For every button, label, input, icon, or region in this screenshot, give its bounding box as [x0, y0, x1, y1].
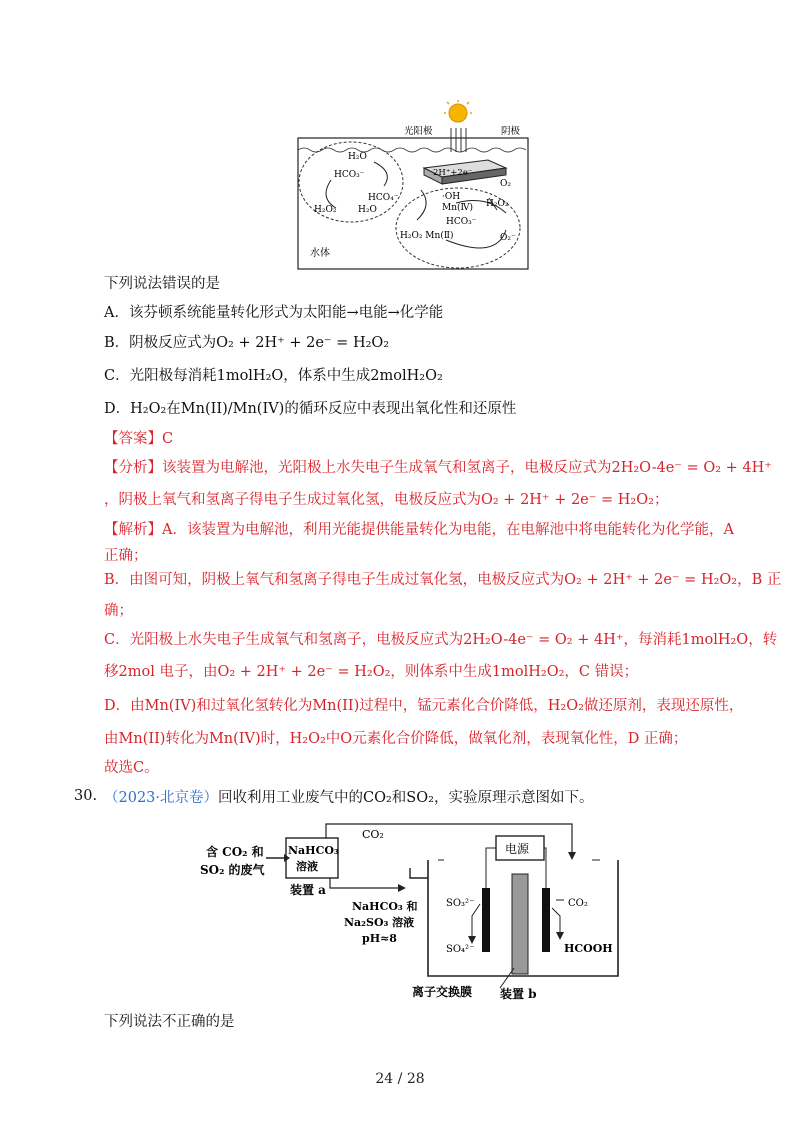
- q29-analysis-1: 【分析】该装置为电解池，光阳极上水失电子生成氧气和氢离子，电极反应式为2H₂O-4e⁻ = O₂ + 4H⁺: [104, 460, 772, 476]
- fig2-gas-in-1: 含 CO₂ 和: [206, 845, 264, 859]
- fig1-water-label: 水体: [310, 248, 330, 259]
- cathode-label: 阴极: [501, 126, 521, 137]
- fig1-oh: ·OH: [442, 192, 461, 202]
- q30-number: 30.: [74, 788, 98, 804]
- q29-explanation-1: 【解析】A．该装置为电解池，利用光能提供能量转化为电能，在电解池中将电能转化为化学能，A: [104, 522, 734, 538]
- page-total: 28: [406, 1071, 425, 1087]
- fig1-h2o2-left: H₂O₂: [314, 205, 337, 215]
- fig2-solution-3: pH≈8: [362, 932, 397, 945]
- q29-analysis-2: ，阴极上氧气和氢离子得电子生成过氧化氢，电极反应式为O₂ + 2H⁺ + 2e⁻ = H₂O₂；: [104, 492, 669, 508]
- q29-option-a: A．该芬顿系统能量转化形式为太阳能→电能→化学能: [104, 305, 444, 321]
- q29-explanation-7: D．由Mn(IV)和过氧化氢转化为Mn(II)过程中，锰元素化合价降低，H₂O₂做还原剂，表现还原性，: [104, 698, 744, 714]
- page-number: [0, 1071, 800, 1087]
- fig1-o2-minus: O₂⁻: [500, 233, 516, 243]
- fig2-co2-right: CO₂: [568, 898, 588, 909]
- q29-explanation-5: C．光阳极上水失电子生成氧气和氢离子，电极反应式为2H₂O-4e⁻ = O₂ + 4H⁺，每消耗1molH₂O，转: [104, 632, 778, 648]
- fig2-solution-2: Na₂SO₃ 溶液: [344, 916, 415, 929]
- q30-source: （2023·北京卷）: [104, 790, 219, 806]
- q30-header: [104, 788, 593, 808]
- fig2-solution-1: NaHCO₃ 和: [352, 900, 418, 913]
- q29-explanation-3: B．由图可知，阴极上氧气和氢离子得电子生成过氧化氢，电极反应式为O₂ + 2H⁺ + 2e⁻ = H₂O₂，B 正: [104, 572, 782, 588]
- fig2-so3: SO₃²⁻: [446, 898, 475, 909]
- page-current: 24: [375, 1071, 394, 1087]
- q29-explanation-6: 移2mol 电子，由O₂ + 2H⁺ + 2e⁻ = H₂O₂，则体系中生成1molH₂O₂，C 错误；: [104, 664, 639, 680]
- fig2-so4: SO₄²⁻: [446, 944, 475, 955]
- fig1-h2o2-right: H₂O₂: [486, 199, 509, 209]
- fig1-h2o-top: H₂O: [348, 152, 367, 162]
- q29-stem: 下列说法错误的是: [104, 276, 220, 292]
- fig1-reaction: 2H⁺+2e⁻: [433, 168, 473, 178]
- fig1-hco3-right: HCO₃⁻: [446, 217, 477, 227]
- fig2-hcooh: HCOOH: [564, 942, 613, 955]
- fig2-power: 电源: [505, 842, 530, 856]
- fig1-h2o2-mn2: H₂O₂ Mn(Ⅱ): [400, 231, 454, 241]
- q29-explanation-2: 正确；: [104, 548, 148, 564]
- fenton-system-diagram: [296, 100, 532, 272]
- q29-option-d: D．H₂O₂在Mn(II)/Mn(IV)的循环反应中表现出氧化性和还原性: [104, 401, 517, 417]
- q29-explanation-4: 确；: [104, 603, 133, 619]
- fig1-o2: O₂: [500, 179, 511, 189]
- fig1-hco3: HCO₃⁻: [334, 170, 365, 180]
- fig2-device-a: 装置 a: [290, 883, 326, 897]
- q29-explanation-9: 故选C。: [104, 760, 159, 776]
- fig2-gas-in-2: SO₂ 的废气: [200, 863, 265, 877]
- photoanode-label: 光阳极: [404, 126, 433, 137]
- q29-option-b: B．阴极反应式为O₂ + 2H⁺ + 2e⁻ = H₂O₂: [104, 335, 390, 351]
- q29-option-c: C．光阳极每消耗1molH₂O，体系中生成2molH₂O₂: [104, 368, 443, 384]
- sun-icon: [444, 100, 472, 122]
- page-separator: /: [397, 1071, 403, 1087]
- fig2-co2-top: CO₂: [362, 828, 384, 841]
- fig1-mn4: Mn(Ⅳ): [442, 203, 474, 213]
- fig1-hco4: HCO₄⁻: [368, 193, 399, 203]
- q30-stem: 回收利用工业废气中的CO₂和SO₂，实验原理示意图如下。: [218, 790, 594, 806]
- fig1-h2o-left: H₂O: [358, 205, 377, 215]
- fig2-device-b: 装置 b: [500, 987, 537, 1001]
- q29-explanation-8: 由Mn(II)转化为Mn(IV)时，H₂O₂中O元素化合价降低，做氧化剂，表现氧化性，D 正确；: [104, 731, 688, 747]
- co2-so2-apparatus-diagram: [200, 818, 640, 1008]
- q29-answer: 【答案】C: [104, 431, 174, 447]
- fig2-box1-line2: 溶液: [296, 860, 318, 873]
- fig2-membrane-label: 离子交换膜: [412, 985, 473, 999]
- q30-tail: 下列说法不正确的是: [104, 1014, 235, 1030]
- fig2-box1-line1: NaHCO₃: [288, 844, 339, 857]
